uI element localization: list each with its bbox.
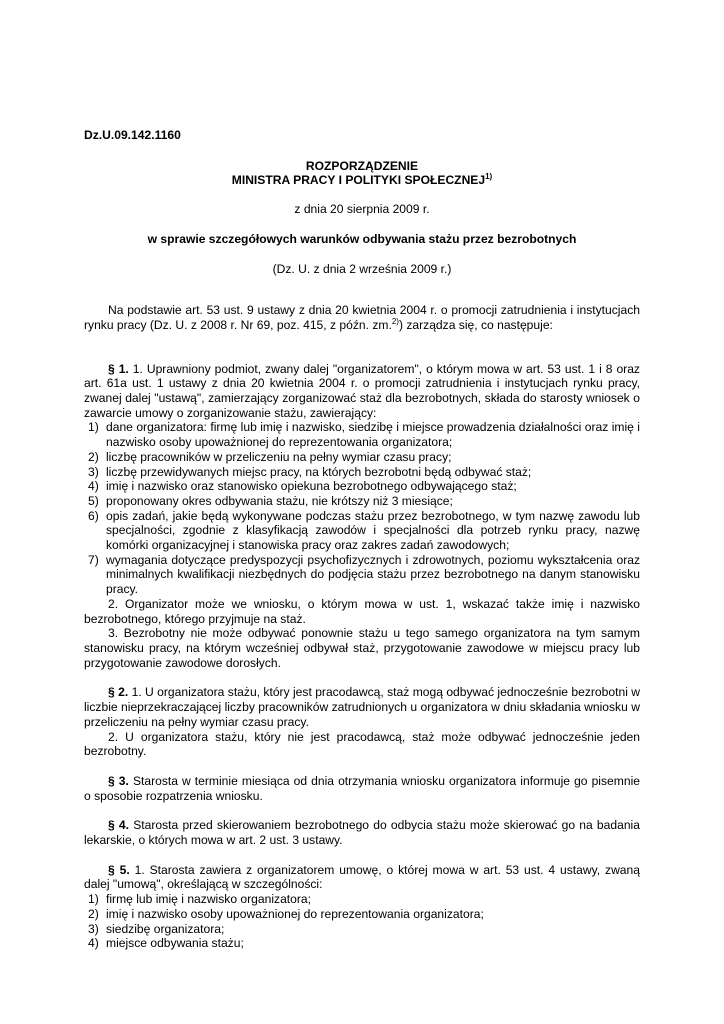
document-date: z dnia 20 sierpnia 2009 r.	[294, 202, 430, 217]
document-body	[84, 128, 640, 951]
list-item-text: opis zadań, jakie będą wykonywane podczas stażu przez bezrobotnego, w tym nazwę zawodu lub specjalności, zgodnie z klasyfikacją zawodów i specjalności dla potrzeb rynku pracy, nazwę komórki organizacyjnej i stanowiska pracy oraz zakres zadań zawodowych;	[106, 508, 640, 553]
list-item-text: imię i nazwisko oraz stanowisko opiekuna bezrobotnego odbywającego staż;	[106, 479, 517, 494]
list-item-text: proponowany okres odbywania stażu, nie krótszy niż 3 miesiące;	[106, 493, 453, 508]
list-item-number: 7)	[88, 552, 99, 567]
list-item	[84, 465, 640, 480]
list-item	[84, 509, 640, 553]
list-item-text: siedzibę organizatora;	[106, 921, 225, 936]
section-5-mark: § 5.	[108, 862, 130, 877]
preamble-text-a: Na podstawie art. 53 ust. 9 ustawy z dnia 20 kwietnia 2004 r. o promocji zatrudnienia i instytucjach rynku pracy (Dz. U. z 2008 r. Nr 69, poz. 415, z późn. zm.	[84, 303, 640, 332]
footnote-ref-2: 2)	[391, 316, 399, 326]
list-item	[84, 907, 640, 922]
list-item-number: 6)	[88, 508, 99, 523]
list-item-number: 3)	[88, 464, 99, 479]
list-item-number: 2)	[88, 906, 99, 921]
list-item-text: wymagania dotyczące predyspozycji psychofizycznych i zdrowotnych, poziomu wykształcenia oraz minimalnych kwalifikacji niezbędnych do podjęcia stażu przez bezrobotnego na danym stanowisku pracy.	[106, 552, 640, 597]
section-5-list	[84, 892, 640, 951]
list-item-text: liczbę pracowników w przeliczeniu na pełny wymiar czasu pracy;	[106, 449, 452, 464]
list-item	[84, 936, 640, 951]
list-item	[84, 892, 640, 907]
section-3-text: Starosta w terminie miesiąca od dnia otrzymania wniosku organizatora informuje go pisemnie o sposobie rozpatrzenia wniosku.	[84, 773, 640, 803]
list-item-number: 4)	[88, 936, 99, 951]
section-4-mark: § 4.	[108, 818, 130, 833]
list-item-text: dane organizatora: firmę lub imię i nazwisko, siedzibę i miejsce prowadzenia działalności oraz imię i nazwisko osoby upoważnionej do reprezentowania organizatora;	[106, 420, 640, 450]
section-3-mark: § 3.	[108, 773, 129, 788]
authority-text: MINISTRA PRACY I POLITYKI SPOŁECZNEJ	[231, 173, 486, 188]
list-item-text: firmę lub imię i nazwisko organizatora;	[106, 892, 312, 907]
section-2	[84, 685, 640, 729]
list-item	[84, 922, 640, 937]
section-1-ust-2: 2. Organizator może we wniosku, o którym mowa w ust. 1, wskazać także imię i nazwisko bezrobotnego, którego przyjmuje na staż.	[84, 596, 640, 626]
list-item-text: liczbę przewidywanych miejsc pracy, na których bezrobotni będą odbywać staż;	[106, 464, 532, 479]
preamble	[84, 303, 640, 332]
section-1-mark: § 1.	[108, 361, 129, 376]
section-1-ust-3: 3. Bezrobotny nie może odbywać ponownie stażu u tego samego organizatora na tym samym stanowisku pracy, na którym wcześniej odbywał staż, przygotowanie zawodowe w miejscu pracy lub przygotowanie zawodowe dorosłych.	[84, 626, 640, 670]
section-2-ust-1: 1. U organizatora stażu, który jest pracodawcą, staż mogą odbywać jednocześnie bezrobotni w liczbie nieprzekraczającej liczby pracowników zatrudnionych u organizatora w dniu składania wniosku w przeliczeniu na pełny wymiar czasu pracy.	[84, 685, 640, 729]
list-item	[84, 450, 640, 465]
list-item-number: 1)	[88, 420, 99, 435]
section-5-ust-1: 1. Starosta zawiera z organizatorem umowę, o której mowa w art. 53 ust. 4 ustawy, zwaną dalej "umową", określającą w szczególności:	[84, 862, 640, 892]
list-item-number: 1)	[88, 892, 99, 907]
document-authority	[84, 173, 640, 188]
list-item-text: imię i nazwisko osoby upoważnionej do reprezentowania organizatora;	[106, 906, 484, 921]
list-item	[84, 494, 640, 509]
section-4	[84, 818, 640, 847]
list-item	[84, 479, 640, 494]
journal-reference: Dz.U.09.142.1160	[84, 128, 181, 142]
footnote-ref-1: 1)	[485, 172, 493, 182]
list-item-number: 4)	[88, 479, 99, 494]
section-1-list	[84, 420, 640, 596]
list-item-number: 5)	[88, 493, 99, 508]
preamble-text-b: ) zarządza się, co następuje:	[398, 317, 553, 332]
section-1-ust-1: 1. Uprawniony podmiot, zwany dalej "organizatorem", o którym mowa w art. 53 ust. 1 i 8 oraz art. 61a ust. 1 ustawy z dnia 20 kwietnia 2004 r. o promocji zatrudnienia i instytucjach rynku pracy, zwanej dalej "ustawą", zamierzający zorganizować staż dla bezrobotnych, składa do starosty wniosek o zawarcie umowy o zorganizowanie stażu, zawierający:	[84, 361, 640, 420]
list-item-number: 3)	[88, 921, 99, 936]
section-2-mark: § 2.	[108, 685, 129, 700]
section-3	[84, 774, 640, 803]
list-item	[84, 420, 640, 449]
list-item-text: miejsce odbywania stażu;	[106, 936, 244, 951]
section-2-ust-2: 2. U organizatora stażu, który nie jest pracodawcą, staż może odbywać jednocześnie jeden bezrobotny.	[84, 729, 640, 759]
list-item-number: 2)	[88, 449, 99, 464]
list-item	[84, 553, 640, 597]
document-subject: w sprawie szczegółowych warunków odbywania stażu przez bezrobotnych	[147, 231, 577, 246]
document-title: ROZPORZĄDZENIE	[305, 158, 419, 173]
section-4-text: Starosta przed skierowaniem bezrobotnego do odbycia stażu może skierować go na badania lekarskie, o których mowa w art. 2 ust. 3 ustawy.	[84, 818, 640, 848]
section-1	[84, 362, 640, 421]
publication-note: (Dz. U. z dnia 2 września 2009 r.)	[272, 261, 452, 276]
section-5	[84, 863, 640, 892]
